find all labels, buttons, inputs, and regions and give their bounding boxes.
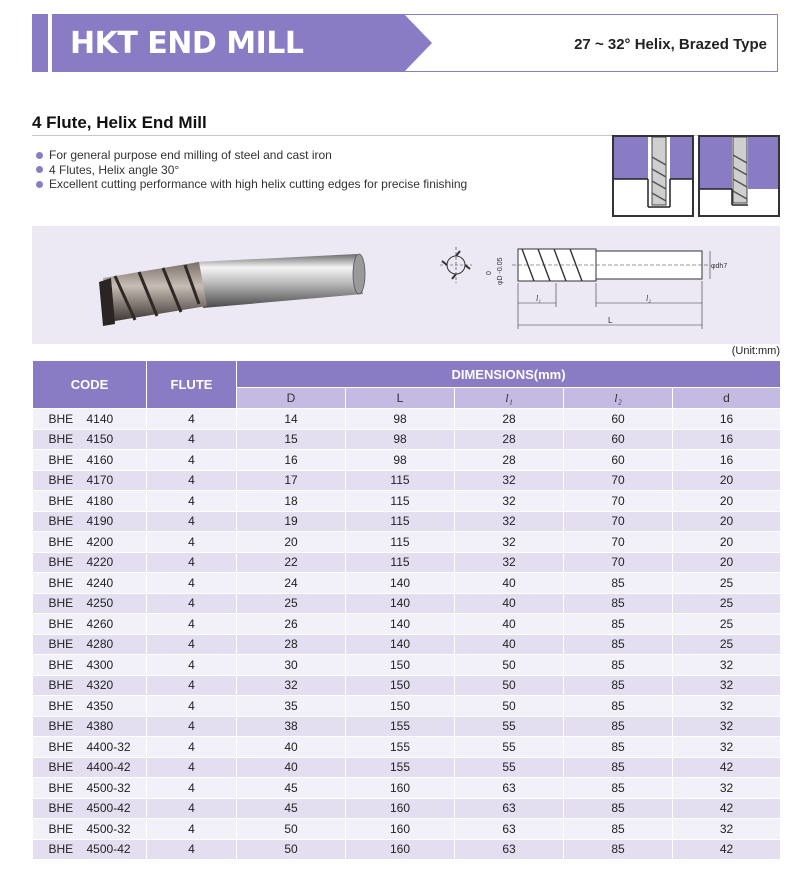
cell-L: 160 — [346, 819, 455, 840]
cell-l1: 63 — [455, 819, 564, 840]
cell-d: 20 — [673, 491, 781, 512]
code-cell — [33, 716, 147, 737]
cell-l1: 50 — [455, 696, 564, 717]
cell-l2: 70 — [564, 552, 673, 573]
cell-d: 32 — [673, 696, 781, 717]
cell-l2: 85 — [564, 655, 673, 676]
cell-l2: 85 — [564, 819, 673, 840]
cell-L: 150 — [346, 655, 455, 676]
code-header: CODE — [33, 361, 147, 409]
code-cell — [33, 737, 147, 758]
table-row — [33, 470, 781, 491]
cell-l2: 85 — [564, 737, 673, 758]
code-number: 4170 — [86, 473, 114, 488]
code-cell — [33, 409, 147, 430]
cell-d: 16 — [673, 429, 781, 450]
code-prefix: BHE — [48, 493, 74, 508]
cell-L: 140 — [346, 573, 455, 594]
spec-table — [32, 360, 781, 860]
cell-L: 160 — [346, 839, 455, 860]
table-row — [33, 716, 781, 737]
spec-table-body — [33, 409, 781, 860]
cell-d: 20 — [673, 532, 781, 553]
cell-l1: 55 — [455, 716, 564, 737]
code-cell — [33, 778, 147, 799]
code-prefix: BHE — [48, 801, 74, 816]
flute-cell: 4 — [147, 409, 237, 430]
cell-L: 140 — [346, 634, 455, 655]
cell-d: 20 — [673, 511, 781, 532]
code-prefix: BHE — [48, 780, 74, 795]
code-cell — [33, 552, 147, 573]
l2-label: l₂ — [646, 294, 652, 303]
cell-l2: 85 — [564, 614, 673, 635]
code-number: 4320 — [86, 678, 114, 693]
flute-cell: 4 — [147, 634, 237, 655]
cell-D: 40 — [237, 757, 346, 778]
table-row — [33, 552, 781, 573]
cell-l1: 32 — [455, 511, 564, 532]
cell-L: 150 — [346, 696, 455, 717]
feature-text: For general purpose end milling of steel and cast iron — [49, 148, 332, 162]
feature-item — [36, 148, 467, 163]
cell-l1: 40 — [455, 614, 564, 635]
cell-D: 15 — [237, 429, 346, 450]
cell-D: 19 — [237, 511, 346, 532]
cell-d: 16 — [673, 450, 781, 471]
cell-L: 115 — [346, 470, 455, 491]
flute-cell: 4 — [147, 532, 237, 553]
code-cell — [33, 429, 147, 450]
code-number: 4190 — [86, 514, 114, 529]
col-header-L: L — [346, 388, 455, 409]
cell-l2: 85 — [564, 675, 673, 696]
code-number: 4300 — [86, 657, 114, 672]
flute-cell: 4 — [147, 470, 237, 491]
code-prefix: BHE — [48, 678, 74, 693]
code-prefix: BHE — [48, 534, 74, 549]
cell-D: 40 — [237, 737, 346, 758]
milling-diagram-slot — [612, 135, 694, 217]
cell-L: 98 — [346, 450, 455, 471]
code-prefix: BHE — [48, 698, 74, 713]
cell-D: 35 — [237, 696, 346, 717]
cell-d: 32 — [673, 675, 781, 696]
table-row — [33, 573, 781, 594]
code-prefix: BHE — [48, 473, 74, 488]
code-cell — [33, 470, 147, 491]
milling-diagram-side — [698, 135, 780, 217]
flute-cell: 4 — [147, 839, 237, 860]
cell-l2: 85 — [564, 757, 673, 778]
code-cell — [33, 634, 147, 655]
flute-cell: 4 — [147, 491, 237, 512]
cell-d: 32 — [673, 716, 781, 737]
cell-l1: 40 — [455, 634, 564, 655]
code-cell — [33, 450, 147, 471]
cell-L: 115 — [346, 491, 455, 512]
cell-l2: 85 — [564, 573, 673, 594]
code-number: 4380 — [86, 719, 114, 734]
cell-l1: 50 — [455, 655, 564, 676]
table-row — [33, 696, 781, 717]
cell-l1: 32 — [455, 552, 564, 573]
code-prefix: BHE — [48, 432, 74, 447]
cell-D: 20 — [237, 532, 346, 553]
bullet-icon — [36, 166, 43, 173]
code-prefix: BHE — [48, 596, 74, 611]
table-row — [33, 634, 781, 655]
cell-D: 50 — [237, 819, 346, 840]
table-row — [33, 593, 781, 614]
table-row — [33, 655, 781, 676]
table-row — [33, 491, 781, 512]
table-row — [33, 798, 781, 819]
bullet-icon — [36, 181, 43, 188]
code-prefix: BHE — [48, 657, 74, 672]
flute-cell: 4 — [147, 450, 237, 471]
col-header-l2: l₂ — [564, 388, 673, 409]
code-number: 4500-32 — [86, 821, 131, 836]
code-number: 4140 — [86, 411, 114, 426]
cell-D: 38 — [237, 716, 346, 737]
code-prefix: BHE — [48, 739, 74, 754]
flute-cell: 4 — [147, 511, 237, 532]
cell-L: 155 — [346, 737, 455, 758]
cell-l2: 70 — [564, 470, 673, 491]
cell-l1: 32 — [455, 470, 564, 491]
cell-D: 25 — [237, 593, 346, 614]
cell-d: 25 — [673, 593, 781, 614]
cell-L: 98 — [346, 429, 455, 450]
cell-d: 16 — [673, 409, 781, 430]
code-number: 4200 — [86, 534, 114, 549]
table-row — [33, 429, 781, 450]
flute-cell: 4 — [147, 614, 237, 635]
cell-D: 32 — [237, 675, 346, 696]
flute-cell: 4 — [147, 573, 237, 594]
cell-l2: 70 — [564, 532, 673, 553]
cell-D: 22 — [237, 552, 346, 573]
code-prefix: BHE — [48, 637, 74, 652]
bullet-icon — [36, 152, 43, 159]
cell-l2: 85 — [564, 839, 673, 860]
cell-d: 20 — [673, 552, 781, 573]
cell-L: 140 — [346, 614, 455, 635]
code-cell — [33, 696, 147, 717]
cell-L: 115 — [346, 552, 455, 573]
cell-d: 20 — [673, 470, 781, 491]
table-row — [33, 511, 781, 532]
code-number: 4180 — [86, 493, 114, 508]
cell-D: 28 — [237, 634, 346, 655]
code-number: 4220 — [86, 555, 114, 570]
code-prefix: BHE — [48, 821, 74, 836]
flute-cell: 4 — [147, 429, 237, 450]
cell-l2: 85 — [564, 778, 673, 799]
cell-l1: 28 — [455, 450, 564, 471]
overall-length-label: L — [608, 316, 613, 325]
flute-cell: 4 — [147, 696, 237, 717]
cell-D: 17 — [237, 470, 346, 491]
cell-l1: 28 — [455, 409, 564, 430]
cell-l1: 63 — [455, 839, 564, 860]
feature-item — [36, 177, 467, 192]
code-number: 4500-42 — [86, 842, 131, 857]
code-prefix: BHE — [48, 616, 74, 631]
feature-text: 4 Flutes, Helix angle 30° — [49, 162, 180, 177]
code-number: 4500-42 — [86, 801, 131, 816]
tolerance-zero: 0 — [486, 271, 493, 275]
cell-L: 150 — [346, 675, 455, 696]
code-number: 4150 — [86, 432, 114, 447]
cell-l2: 60 — [564, 409, 673, 430]
cell-l1: 28 — [455, 429, 564, 450]
cell-D: 45 — [237, 778, 346, 799]
table-row — [33, 532, 781, 553]
flute-cell: 4 — [147, 552, 237, 573]
cell-l1: 63 — [455, 778, 564, 799]
code-number: 4350 — [86, 698, 114, 713]
cell-d: 25 — [673, 614, 781, 635]
cell-d: 32 — [673, 819, 781, 840]
l1-label: l₁ — [536, 294, 542, 303]
code-cell — [33, 839, 147, 860]
cell-l2: 85 — [564, 798, 673, 819]
code-number: 4250 — [86, 596, 114, 611]
code-cell — [33, 798, 147, 819]
table-row — [33, 409, 781, 430]
table-row — [33, 839, 781, 860]
code-number: 4240 — [86, 575, 114, 590]
page-title: HKT END MILL — [70, 26, 304, 61]
cell-L: 155 — [346, 757, 455, 778]
code-cell — [33, 675, 147, 696]
cell-l1: 50 — [455, 675, 564, 696]
cell-L: 115 — [346, 511, 455, 532]
section-title: 4 Flute, Helix End Mill — [32, 113, 207, 132]
dimensions-header: DIMENSIONS(mm) — [237, 361, 781, 388]
cell-d: 32 — [673, 655, 781, 676]
code-number: 4260 — [86, 616, 114, 631]
code-cell — [33, 532, 147, 553]
flute-cell: 4 — [147, 655, 237, 676]
flute-cell: 4 — [147, 778, 237, 799]
table-row — [33, 614, 781, 635]
table-row — [33, 819, 781, 840]
shank-diameter-label: φdh7 — [711, 263, 728, 270]
feature-list — [36, 148, 467, 192]
code-prefix: BHE — [48, 555, 74, 570]
unit-label: (Unit:mm) — [731, 345, 780, 357]
cell-L: 140 — [346, 593, 455, 614]
cell-d: 25 — [673, 634, 781, 655]
cell-l2: 60 — [564, 429, 673, 450]
code-cell — [33, 491, 147, 512]
code-prefix: BHE — [48, 842, 74, 857]
cell-d: 32 — [673, 737, 781, 758]
cell-l2: 70 — [564, 491, 673, 512]
cell-D: 50 — [237, 839, 346, 860]
code-number: 4400-42 — [86, 760, 131, 775]
code-prefix: BHE — [48, 411, 74, 426]
cell-L: 155 — [346, 716, 455, 737]
code-cell — [33, 573, 147, 594]
cell-L: 98 — [346, 409, 455, 430]
cell-L: 160 — [346, 798, 455, 819]
table-row — [33, 757, 781, 778]
code-number: 4280 — [86, 637, 114, 652]
cell-d: 25 — [673, 573, 781, 594]
code-prefix: BHE — [48, 452, 74, 467]
cell-l2: 85 — [564, 716, 673, 737]
dimension-drawing — [438, 237, 728, 332]
feature-text: Excellent cutting performance with high helix cutting edges for precise finishing — [49, 177, 468, 191]
header-accent-bar — [32, 14, 48, 72]
flute-cell: 4 — [147, 675, 237, 696]
col-header-d: d — [673, 388, 781, 409]
code-prefix: BHE — [48, 760, 74, 775]
cell-l1: 55 — [455, 737, 564, 758]
cell-l2: 60 — [564, 450, 673, 471]
code-number: 4160 — [86, 452, 114, 467]
cell-D: 30 — [237, 655, 346, 676]
flute-cell: 4 — [147, 819, 237, 840]
cell-D: 26 — [237, 614, 346, 635]
col-header-D: D — [237, 388, 346, 409]
cell-l2: 85 — [564, 696, 673, 717]
cell-l1: 55 — [455, 757, 564, 778]
code-cell — [33, 511, 147, 532]
cell-D: 14 — [237, 409, 346, 430]
code-cell — [33, 757, 147, 778]
code-prefix: BHE — [48, 719, 74, 734]
feature-item — [36, 163, 467, 178]
cell-d: 42 — [673, 798, 781, 819]
cell-l1: 32 — [455, 532, 564, 553]
cell-l1: 40 — [455, 573, 564, 594]
code-prefix: BHE — [48, 514, 74, 529]
cell-l2: 85 — [564, 593, 673, 614]
code-cell — [33, 614, 147, 635]
cell-D: 18 — [237, 491, 346, 512]
helix-type-label: 27 ~ 32° Helix, Brazed Type — [574, 36, 767, 53]
cell-D: 16 — [237, 450, 346, 471]
table-row — [33, 450, 781, 471]
flute-cell: 4 — [147, 757, 237, 778]
code-prefix: BHE — [48, 575, 74, 590]
cell-l1: 40 — [455, 593, 564, 614]
cell-D: 45 — [237, 798, 346, 819]
table-row — [33, 675, 781, 696]
flute-cell: 4 — [147, 593, 237, 614]
flute-header: FLUTE — [147, 361, 237, 409]
flute-cell: 4 — [147, 798, 237, 819]
cell-d: 42 — [673, 757, 781, 778]
cell-l1: 63 — [455, 798, 564, 819]
tolerance-label: φD -0.05 — [497, 257, 504, 285]
cell-l2: 85 — [564, 634, 673, 655]
code-cell — [33, 593, 147, 614]
code-number: 4400-32 — [86, 739, 131, 754]
cell-L: 115 — [346, 532, 455, 553]
code-number: 4500-32 — [86, 780, 131, 795]
code-cell — [33, 655, 147, 676]
code-cell — [33, 819, 147, 840]
cell-L: 160 — [346, 778, 455, 799]
cell-l1: 32 — [455, 491, 564, 512]
end-mill-photo — [95, 244, 370, 332]
cell-d: 32 — [673, 778, 781, 799]
flute-cell: 4 — [147, 737, 237, 758]
cell-D: 24 — [237, 573, 346, 594]
cell-l2: 70 — [564, 511, 673, 532]
col-header-l1: l₁ — [455, 388, 564, 409]
table-row — [33, 778, 781, 799]
flute-cell: 4 — [147, 716, 237, 737]
cell-d: 42 — [673, 839, 781, 860]
table-row — [33, 737, 781, 758]
